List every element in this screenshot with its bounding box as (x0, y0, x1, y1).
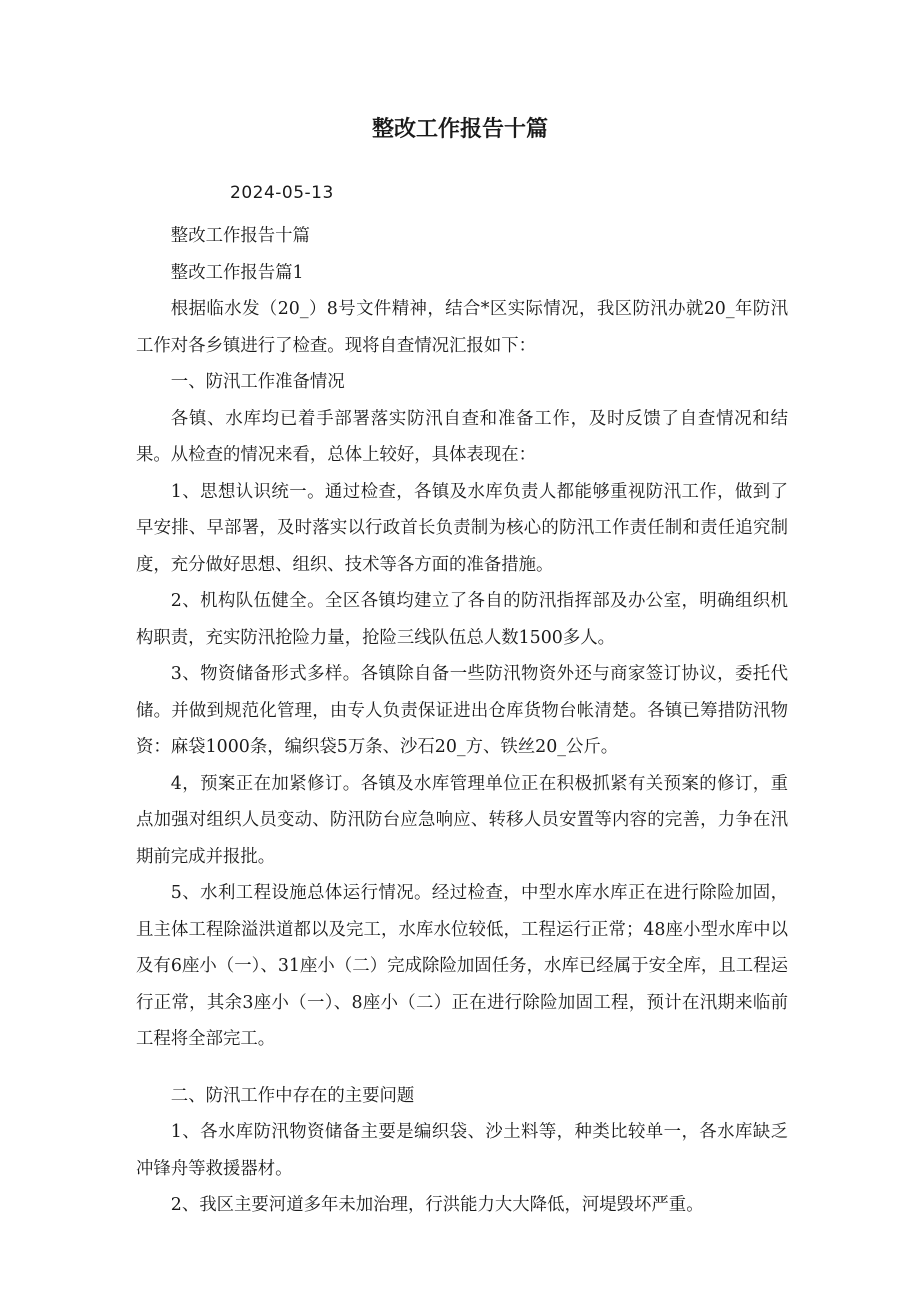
paragraph: 整改工作报告篇1 (170, 262, 304, 283)
section-heading: 一、防汛工作准备情况 (170, 372, 345, 392)
document-date: 2024-05-13 (230, 183, 334, 203)
paragraph: 根据临水发（20_）8号文件精神，结合*区实际情况，我区防汛办就20_年防汛工作对各乡镇进行了检查。现将自查情况汇报如下： (136, 299, 788, 356)
paragraph: 3、物资储备形式多样。各镇除自备一些防汛物资外还与商家签订协议，委托代储。并做到规范化管理，由专人负责保证进出仓库货物台帐清楚。各镇已筹措防汛物资：麻袋1000条，编织袋5万条、沙石20_方、铁丝20_公斤。 (136, 664, 788, 757)
paragraph: 1、各水库防汛物资储备主要是编织袋、沙土料等，种类比较单一，各水库缺乏冲锋舟等救援器材。 (136, 1122, 788, 1179)
paragraph: 4，预案正在加紧修订。各镇及水库管理单位正在积极抓紧有关预案的修订，重点加强对组织人员变动、防汛防台应急响应、转移人员安置等内容的完善，力争在汛期前完成并报批。 (136, 773, 788, 867)
paragraph: 5、水利工程设施总体运行情况。经过检查，中型水库水库正在进行除险加固，且主体工程除溢洪道都以及完工，水库水位较低，工程运行正常；48座小型水库中以及有6座小（一）、31座小（二）完成除险加固任务，水库已经属于安全库，且工程运行正常，其余3座小（一）、8座小（二）正在进行除险加固工程，预计在汛期来临前工程将全部完工。 (136, 883, 788, 1049)
paragraph: 各镇、水库均已着手部署落实防汛自查和准备工作，及时反馈了自查情况和结果。从检查的情况来看，总体上较好，具体表现在： (136, 408, 788, 465)
paragraph: 2、我区主要河道多年未加治理，行洪能力大大降低，河堤毁坏严重。 (170, 1195, 704, 1215)
document-title: 整改工作报告十篇 (371, 117, 548, 142)
section-heading: 二、防汛工作中存在的主要问题 (170, 1085, 415, 1106)
paragraph: 2、机构队伍健全。全区各镇均建立了各自的防汛指挥部及办公室，明确组织机构职责，充实防汛抢险力量，抢险三线队伍总人数1500多人。 (136, 591, 788, 648)
document-body (136, 218, 788, 1224)
paragraph: 1、思想认识统一。通过检查，各镇及水库负责人都能够重视防汛工作，做到了早安排、早部署，及时落实以行政首长负责制为核心的防汛工作责任制和责任追究制度，充分做好思想、组织、技术等各方面的准备措施。 (136, 481, 788, 575)
paragraph: 整改工作报告十篇 (170, 226, 310, 246)
